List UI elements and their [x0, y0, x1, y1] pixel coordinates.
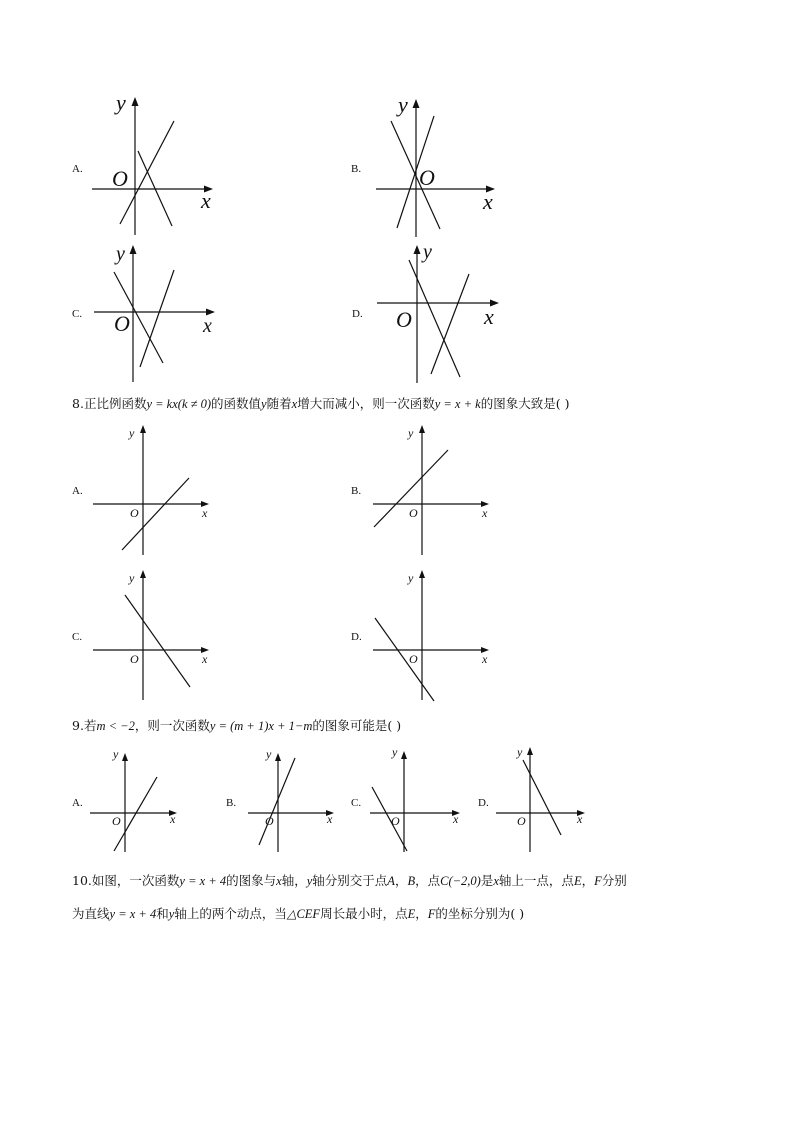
q8-option-d-label: D. — [351, 631, 362, 643]
svg-text:O: O — [130, 652, 139, 666]
svg-text:O: O — [391, 814, 400, 828]
q9-option-a-label: A. — [72, 797, 83, 809]
q10-number: 10. — [72, 873, 92, 888]
q8-expr1: y = kx(k ≠ 0) — [146, 397, 212, 411]
svg-text:y: y — [408, 426, 414, 440]
q7d-y-label: y — [423, 241, 432, 263]
q8-option-b-label: B. — [351, 485, 362, 497]
q9-option-c-label: C. — [351, 797, 362, 809]
q10-triangle: △CEF — [286, 907, 321, 921]
svg-text:x: x — [453, 812, 459, 826]
q7a-y-label: y — [116, 90, 126, 115]
q7c-x-label: x — [203, 315, 212, 337]
svg-text:O: O — [409, 652, 418, 666]
svg-text:x: x — [577, 812, 583, 826]
q7a-origin-label: O — [112, 166, 128, 191]
svg-text:x: x — [202, 652, 208, 666]
q10-expr1: y = x + 4 — [179, 874, 227, 888]
q9-expr1: m < −2 — [96, 719, 135, 733]
q9-number: 9. — [72, 718, 84, 733]
q9-option-b-label: B. — [226, 797, 237, 809]
svg-text:O: O — [265, 814, 274, 828]
q9-option-d-label: D. — [478, 797, 489, 809]
q7b-y-label: y — [398, 92, 408, 117]
q8-option-c-label: C. — [72, 631, 83, 643]
svg-text:O: O — [517, 814, 526, 828]
q7c-origin-label: O — [114, 311, 130, 336]
q10-stem-line1: 10.如图，一次函数y = x + 4的图象与x轴，y轴分别交于点A，B，点C(−2,0)是x轴上一点，点E，F分别 — [72, 873, 627, 888]
q8-number: 8. — [72, 396, 84, 411]
svg-text:y: y — [113, 747, 119, 761]
svg-text:y: y — [266, 747, 272, 761]
q7d-origin-label: O — [396, 307, 412, 332]
q7a-x-label: x — [201, 188, 211, 213]
q7-option-a-label: A. — [72, 163, 83, 175]
q10-expr2: y = x + 4 — [109, 907, 157, 921]
q8-expr2: y = x + k — [434, 397, 481, 411]
svg-text:O: O — [112, 814, 121, 828]
q7c-y-label: y — [116, 243, 125, 265]
svg-text:x: x — [202, 506, 208, 520]
q7d-x-label: x — [484, 304, 494, 329]
svg-text:y: y — [517, 745, 523, 759]
q8-stem: 8.正比例函数y = kx(k ≠ 0)的函数值y随着x增大而减小，则一次函数y = x + k的图象大致是( ) — [72, 396, 570, 411]
svg-text:O: O — [409, 506, 418, 520]
q8-option-a-label: A. — [72, 485, 83, 497]
q9-expr2: y = (m + 1)x + 1−m — [209, 719, 313, 733]
q10-point-c: C(−2,0) — [440, 874, 481, 888]
svg-text:x: x — [170, 812, 176, 826]
svg-text:O: O — [130, 506, 139, 520]
q7-option-c-label: C. — [72, 308, 83, 320]
svg-text:y: y — [408, 571, 414, 585]
q7-option-d-label: D. — [352, 308, 363, 320]
q7b-x-label: x — [483, 189, 493, 214]
svg-text:y: y — [129, 426, 135, 440]
svg-text:x: x — [482, 506, 488, 520]
svg-text:x: x — [482, 652, 488, 666]
svg-text:x: x — [327, 812, 333, 826]
svg-text:y: y — [392, 745, 398, 759]
q9-stem: 9.若m < −2，则一次函数y = (m + 1)x + 1−m的图象可能是( ) — [72, 718, 402, 733]
svg-text:y: y — [129, 571, 135, 585]
q7-option-b-label: B. — [351, 163, 362, 175]
q7b-origin-label: O — [419, 165, 435, 190]
q10-stem-line2: 为直线y = x + 4和y轴上的两个动点，当△CEF周长最小时，点E，F的坐标分别为( ) — [72, 906, 525, 921]
